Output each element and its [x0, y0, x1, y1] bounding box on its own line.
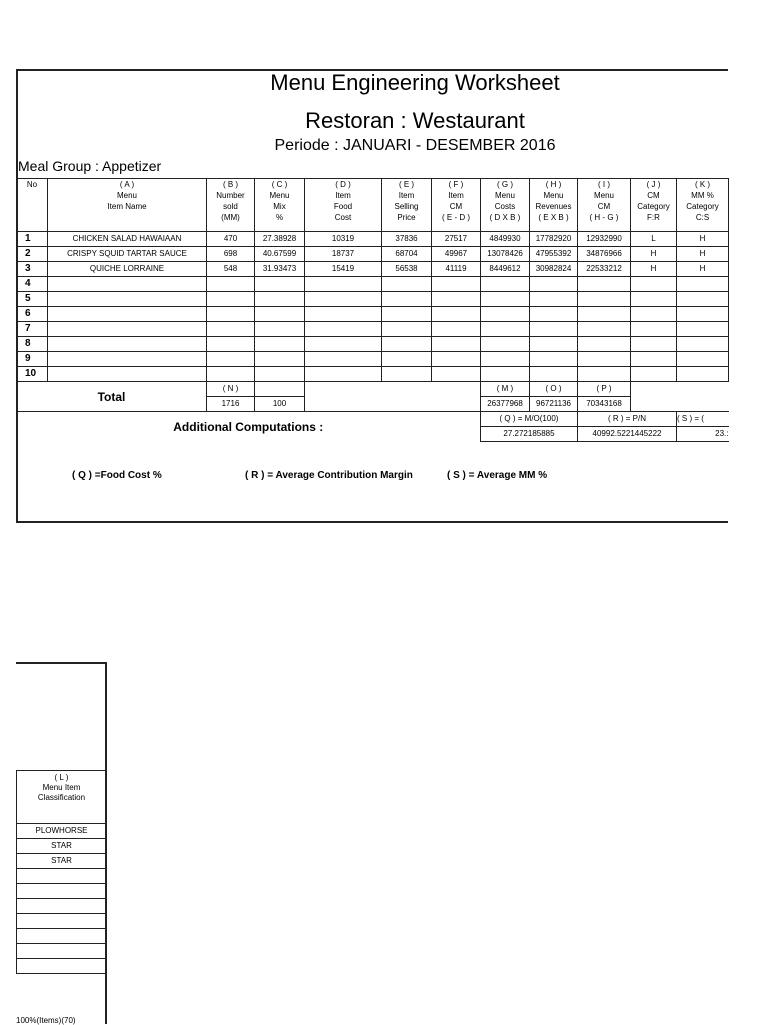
row-number: 10	[17, 367, 48, 382]
classification-cell	[17, 944, 107, 959]
cell-i: 12932990	[578, 232, 631, 247]
table-row	[17, 337, 729, 352]
row-number: 5	[17, 292, 48, 307]
cell-i	[578, 367, 631, 382]
header-line: Menu	[543, 191, 564, 200]
cell-k: H	[677, 232, 729, 247]
row-number: 3	[17, 262, 48, 277]
cell-c: 31.93473	[255, 262, 305, 277]
cell-f	[432, 277, 481, 292]
classification-cell	[17, 959, 107, 974]
footnote-s: ( S ) = Average MM %	[447, 470, 548, 481]
cell-e	[382, 337, 432, 352]
header-line: ( E X B )	[538, 213, 569, 222]
classification-cell	[17, 884, 107, 899]
cell-f: 49967	[432, 247, 481, 262]
cell-e: 56538	[382, 262, 432, 277]
cell-c	[255, 367, 305, 382]
cell-d: 18737	[305, 247, 382, 262]
cell-j: H	[631, 262, 677, 277]
cell-b	[207, 337, 255, 352]
cell-name	[48, 367, 207, 382]
cell-c	[255, 337, 305, 352]
total-n-label: ( N )	[207, 382, 255, 397]
cell-g	[481, 307, 530, 322]
table-row	[17, 247, 729, 262]
column-header	[578, 179, 631, 232]
cell-d	[305, 322, 382, 337]
cell-k: H	[677, 247, 729, 262]
header-line: Menu	[116, 191, 137, 200]
header-line: ( E - D )	[442, 213, 470, 222]
header-line: ( K )	[694, 180, 711, 189]
total-p: 70343168	[578, 397, 631, 412]
row-number: 7	[17, 322, 48, 337]
cell-g	[481, 367, 530, 382]
classification-row	[17, 854, 107, 869]
cell-i	[578, 322, 631, 337]
cell-k	[677, 292, 729, 307]
cell-name: CHICKEN SALAD HAWAIAAN	[48, 232, 207, 247]
cell-k	[677, 277, 729, 292]
cell-e	[382, 292, 432, 307]
classification-header-row	[17, 771, 107, 824]
cell-c	[255, 322, 305, 337]
cell-b	[207, 322, 255, 337]
cell-b	[207, 307, 255, 322]
cell-name	[48, 337, 207, 352]
restaurant-name: Restoran : Westaurant	[305, 108, 525, 133]
header-line: ( E )	[398, 180, 415, 189]
header-line: CM	[647, 191, 660, 200]
cell-i	[578, 337, 631, 352]
cell-name	[48, 292, 207, 307]
cell-d: 10319	[305, 232, 382, 247]
cell-j	[631, 337, 677, 352]
classification-row	[17, 824, 107, 839]
total-c: 100	[255, 397, 305, 412]
row-number: 4	[17, 277, 48, 292]
column-header	[17, 179, 48, 232]
q-value: 27.272185885	[481, 427, 578, 442]
cell-h: 17782920	[530, 232, 578, 247]
header-line: Menu	[494, 191, 515, 200]
classification-row	[17, 914, 107, 929]
header-line: Selling	[394, 202, 419, 211]
table-row	[17, 262, 729, 277]
column-header	[255, 179, 305, 232]
column-header	[48, 179, 207, 232]
header-line: Item	[335, 191, 351, 200]
cell-e: 68704	[382, 247, 432, 262]
total-n: 1716	[207, 397, 255, 412]
header-line: %	[275, 213, 284, 222]
cell-name	[48, 352, 207, 367]
cell-i: 34876966	[578, 247, 631, 262]
r-value: 40992.5221445222	[578, 427, 677, 442]
cell-k	[677, 307, 729, 322]
cell-k: H	[677, 262, 729, 277]
header-line: Item Name	[107, 202, 147, 211]
header-line: Classification	[37, 793, 86, 802]
cell-i	[578, 307, 631, 322]
header-line: Item	[448, 191, 464, 200]
classification-row	[17, 869, 107, 884]
cell-name: CRISPY SQUID TARTAR SAUCE	[48, 247, 207, 262]
header-line: ( H - G )	[589, 213, 619, 222]
footnote-r: ( R ) = Average Contribution Margin	[245, 470, 413, 481]
total-label: Total	[17, 382, 207, 412]
cell-i	[578, 277, 631, 292]
classification-cell: PLOWHORSE	[17, 824, 107, 839]
cell-h	[530, 292, 578, 307]
classification-cell	[17, 929, 107, 944]
cell-j	[631, 322, 677, 337]
header-line: Category	[637, 202, 670, 211]
cell-e	[382, 277, 432, 292]
classification-row	[17, 959, 107, 974]
cell-h	[530, 277, 578, 292]
cell-g: 8449612	[481, 262, 530, 277]
header-line: ( D )	[335, 180, 351, 189]
cell-i	[578, 352, 631, 367]
header-line: CM	[449, 202, 463, 211]
cell-g	[481, 337, 530, 352]
cell-f	[432, 322, 481, 337]
classification-row	[17, 899, 107, 914]
header-line: Category	[686, 202, 719, 211]
cell-j	[631, 307, 677, 322]
cell-f	[432, 337, 481, 352]
cell-c: 27.38928	[255, 232, 305, 247]
blank-cell	[305, 382, 481, 412]
blank-cell	[255, 382, 305, 397]
cell-d	[305, 337, 382, 352]
cell-g: 4849930	[481, 232, 530, 247]
header-line: MM %	[691, 191, 714, 200]
header-line: ( I )	[598, 180, 610, 189]
cell-k	[677, 352, 729, 367]
header-line: Food	[333, 202, 353, 211]
column-header	[530, 179, 578, 232]
cell-e	[382, 322, 432, 337]
cell-g: 13078426	[481, 247, 530, 262]
cell-h	[530, 322, 578, 337]
cell-h	[530, 367, 578, 382]
cell-g	[481, 292, 530, 307]
q-label: ( Q ) = M/O(100)	[481, 412, 578, 427]
cell-b	[207, 292, 255, 307]
cell-e	[382, 367, 432, 382]
table-row	[17, 277, 729, 292]
cell-c	[255, 277, 305, 292]
cell-b: 698	[207, 247, 255, 262]
classification-cell	[17, 869, 107, 884]
cell-g	[481, 277, 530, 292]
cell-h	[530, 307, 578, 322]
cell-name: QUICHE LORRAINE	[48, 262, 207, 277]
header-line: ( F )	[448, 180, 464, 189]
cell-d	[305, 367, 382, 382]
cell-f	[432, 307, 481, 322]
header-line: Revenues	[535, 202, 572, 211]
header-line: Price	[397, 213, 416, 222]
worksheet-title: Menu Engineering Worksheet	[270, 70, 560, 95]
cell-j	[631, 367, 677, 382]
cell-d: 15419	[305, 262, 382, 277]
cell-i	[578, 292, 631, 307]
cell-f: 41119	[432, 262, 481, 277]
header-line: ( B )	[222, 180, 239, 189]
cell-j	[631, 352, 677, 367]
cell-j	[631, 277, 677, 292]
cell-i: 22533212	[578, 262, 631, 277]
cell-b: 470	[207, 232, 255, 247]
cell-c: 40.67599	[255, 247, 305, 262]
table-row	[17, 367, 729, 382]
cell-e	[382, 307, 432, 322]
total-m-label: ( M )	[481, 382, 530, 397]
cell-c	[255, 352, 305, 367]
header-line: ( D X B )	[489, 213, 521, 222]
footnote-q: ( Q ) =Food Cost %	[72, 470, 162, 481]
cell-b	[207, 277, 255, 292]
cell-b: 548	[207, 262, 255, 277]
cell-e	[382, 352, 432, 367]
total-o-label: ( O )	[530, 382, 578, 397]
table-row	[17, 232, 729, 247]
period: Periode : JANUARI - DESEMBER 2016	[274, 137, 556, 154]
cell-g	[481, 352, 530, 367]
header-line: Costs	[494, 202, 516, 211]
table-row	[17, 307, 729, 322]
row-number: 2	[17, 247, 48, 262]
header-line: ( H )	[545, 180, 562, 189]
classification-row	[17, 839, 107, 854]
cell-h	[530, 337, 578, 352]
classification-row	[17, 884, 107, 899]
header-line: ( C )	[271, 180, 288, 189]
cell-f	[432, 352, 481, 367]
cell-name	[48, 322, 207, 337]
row-number: 1	[17, 232, 48, 247]
header-line: Cost	[334, 213, 352, 222]
row-number: 6	[17, 307, 48, 322]
header-line: No	[26, 180, 38, 189]
row-number: 9	[17, 352, 48, 367]
total-m: 26377968	[481, 397, 530, 412]
classification-row	[17, 944, 107, 959]
total-row	[17, 382, 729, 397]
header-line: ( A )	[119, 180, 135, 189]
classification-note: 100%(Items)(70)	[16, 1016, 76, 1025]
cell-h	[530, 352, 578, 367]
cell-f: 27517	[432, 232, 481, 247]
cell-j	[631, 292, 677, 307]
cell-c	[255, 292, 305, 307]
classification-row	[17, 929, 107, 944]
header-line: (MM)	[221, 213, 240, 222]
header-line: ( J )	[646, 180, 661, 189]
classification-cell	[17, 899, 107, 914]
blank-cell	[631, 382, 729, 412]
header-line: F:R	[647, 213, 660, 222]
header-line: CM	[597, 202, 611, 211]
header-line: Mix	[273, 202, 286, 211]
additional-label: Additional Computations :	[17, 412, 481, 442]
row-number: 8	[17, 337, 48, 352]
header-line: Item	[398, 191, 415, 200]
table-row	[17, 352, 729, 367]
header-line: Menu	[593, 191, 614, 200]
cell-b	[207, 367, 255, 382]
column-header	[432, 179, 481, 232]
worksheet-table	[16, 178, 729, 442]
cell-k	[677, 322, 729, 337]
cell-d	[305, 292, 382, 307]
column-header	[677, 179, 729, 232]
r-label: ( R ) = P/N	[578, 412, 677, 427]
table-row	[17, 322, 729, 337]
total-o: 96721136	[530, 397, 578, 412]
cell-d	[305, 352, 382, 367]
table-row	[17, 292, 729, 307]
header-line: ( G )	[497, 180, 513, 189]
cell-name	[48, 277, 207, 292]
meal-group: Meal Group : Appetizer	[18, 158, 162, 174]
cell-j: H	[631, 247, 677, 262]
header-row	[17, 179, 729, 232]
classification-cell: STAR	[17, 839, 107, 854]
cell-j: L	[631, 232, 677, 247]
cell-d	[305, 277, 382, 292]
cell-f	[432, 292, 481, 307]
classification-cell	[17, 914, 107, 929]
cell-f	[432, 367, 481, 382]
classification-cell: STAR	[17, 854, 107, 869]
cell-k	[677, 337, 729, 352]
cell-c	[255, 307, 305, 322]
header-line: C:S	[695, 213, 710, 222]
cell-b	[207, 352, 255, 367]
header-line: sold	[223, 202, 238, 211]
s-label: ( S ) = (	[677, 412, 729, 427]
cell-h: 47955392	[530, 247, 578, 262]
classification-header	[17, 771, 107, 824]
header-line: Menu Item	[42, 783, 81, 792]
cell-g	[481, 322, 530, 337]
total-p-label: ( P )	[578, 382, 631, 397]
column-header	[305, 179, 382, 232]
cell-e: 37836	[382, 232, 432, 247]
header-line: Menu	[269, 191, 290, 200]
cell-k	[677, 367, 729, 382]
classification-table	[16, 770, 107, 974]
header-line: Number	[216, 191, 245, 200]
column-header	[382, 179, 432, 232]
column-header	[207, 179, 255, 232]
cell-name	[48, 307, 207, 322]
header-line: ( L )	[54, 773, 69, 782]
s-value: 23.:	[677, 427, 729, 442]
additional-row	[17, 412, 729, 427]
column-header	[631, 179, 677, 232]
column-header	[481, 179, 530, 232]
cell-h: 30982824	[530, 262, 578, 277]
cell-d	[305, 307, 382, 322]
